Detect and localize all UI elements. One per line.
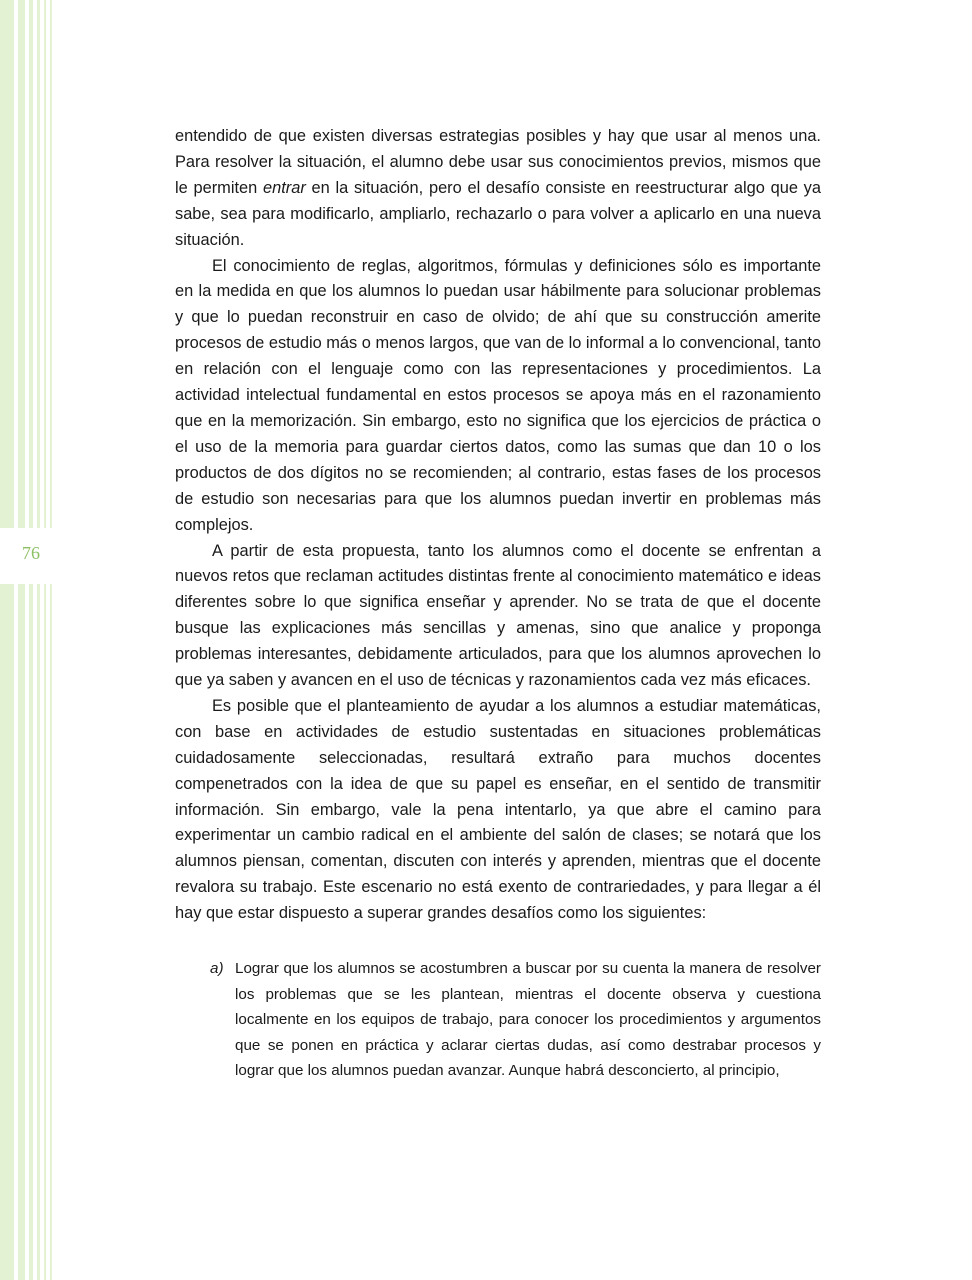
- paragraph: entendido de que existen diversas estrategias posibles y hay que usar al menos una. Para resolver la situación, el alumno debe usar sus conocimientos previos, mismos que le permiten entrar en la situación, pero el desafío consiste en reestructurar algo que ya sabe, sea para modificarlo, ampliarlo, rechazarlo o para volver a aplicarlo en una nueva situación.: [175, 127, 821, 249]
- margin-stripe: [29, 0, 33, 1280]
- list-item: [175, 956, 821, 1084]
- margin-decoration: [0, 0, 60, 1280]
- emphasized-word: entrar: [262, 178, 306, 197]
- margin-stripe: [50, 0, 52, 1280]
- paragraph: A partir de esta propuesta, tanto los alumnos como el docente se enfrentan a nuevos retos que reclaman actitudes distintas frente al conocimiento matemático e ideas diferentes sobre lo que significa enseñar y aprender. No se trata de que el docente busque las explicaciones más sencillas y amenas, sino que analice y proponga problemas interesantes, debidamente articulados, para que los alumnos aprovechen lo que ya saben y avancen en el uso de técnicas y razonamientos cada vez más eficaces.: [175, 541, 821, 690]
- list-marker: a): [210, 960, 224, 978]
- challenge-list: [175, 956, 821, 1084]
- paragraph: El conocimiento de reglas, algoritmos, fórmulas y definiciones sólo es importante en la medida en que los alumnos lo puedan usar hábilmente para solucionar problemas y que lo puedan reconstruir en caso de olvido; de ahí que su construcción amerite procesos de estudio más o menos largos, que van de lo informal a lo convencional, tanto en relación con el lenguaje como con las representaciones y procedimientos. La actividad intelectual fundamental en estos procesos se apoya más en el razonamiento que en la memorización. Sin embargo, esto no significa que los ejercicios de práctica o el uso de la memoria para guardar ciertos datos, como las sumas que dan 10 o los productos de dos dígitos no se recomienden; al contrario, estas fases de los procesos de estudio son necesarias para que los alumnos puedan invertir en problemas más complejos.: [175, 256, 821, 534]
- body-text: [175, 124, 821, 1084]
- margin-stripe: [18, 0, 25, 1280]
- margin-stripe: [44, 0, 46, 1280]
- paragraph: Es posible que el planteamiento de ayudar a los alumnos a estudiar matemáticas, con base en actividades de estudio sustentadas en situaciones problemáticas cuidadosamente seleccionadas, resultará extraño para muchos docentes compenetrados con la idea de que su papel es enseñar, en el sentido de transmitir información. Sin embargo, vale la pena intentarlo, ya que abre el camino para experimentar un cambio radical en el ambiente del salón de clases; se notará que los alumnos piensan, comentan, discuten con interés y aprenden, mientras que el docente revalora su trabajo. Este escenario no está exento de contrariedades, y para llegar a él hay que estar dispuesto a superar grandes desafíos como los siguientes:: [175, 696, 821, 923]
- margin-stripe: [0, 0, 14, 1280]
- margin-stripe: [37, 0, 40, 1280]
- list-item-text: Lograr que los alumnos se acostumbren a buscar por su cuenta la manera de resolver los problemas que se les plantean, mientras el docente observa y cuestiona localmente en los equipos de trabajo, para conocer los procedimientos y argumentos que se ponen en práctica y aclarar ciertas dudas, así como destrabar procesos y lograr que los alumnos puedan avanzar. Aunque habrá desconcierto, al principio,: [235, 960, 821, 1080]
- page-number: 76: [22, 543, 40, 563]
